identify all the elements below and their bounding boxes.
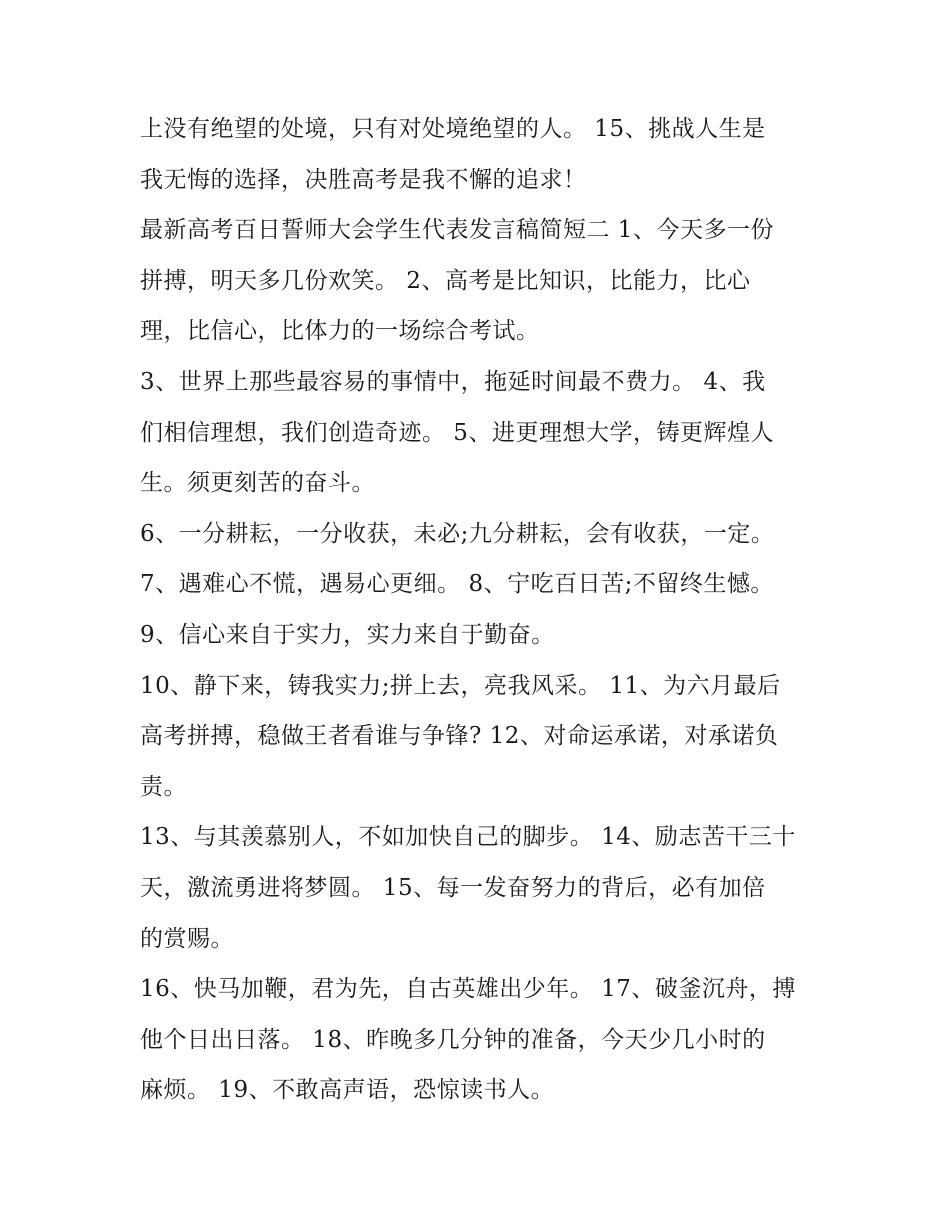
text-line: 高考拼搏，稳做王者看谁与争锋? 12、对命运承诺，对承诺负 bbox=[140, 723, 779, 750]
paragraph bbox=[140, 357, 820, 509]
text-line: 16、快马加鞭，君为先，自古英雄出少年。 17、破釜沉舟，搏 bbox=[140, 976, 796, 1003]
text-line: 我无悔的选择，决胜高考是我不懈的追求！ bbox=[140, 166, 587, 193]
paragraph bbox=[140, 559, 820, 610]
text-line: 他个日出日落。 18、昨晚多几分钟的准备，今天少几小时的 bbox=[140, 1026, 766, 1053]
text-line: 最新高考百日誓师大会学生代表发言稿简短二 1、今天多一份 bbox=[140, 217, 774, 244]
text-line: 7、遇难心不慌，遇易心更细。 8、宁吃百日苦;不留终生憾。 bbox=[140, 571, 774, 598]
text-line: 3、世界上那些最容易的事情中，拖延时间最不费力。 4、我 bbox=[140, 368, 766, 395]
paragraph bbox=[140, 104, 820, 205]
text-line: 们相信理想，我们创造奇迹。 5、进更理想大学，铸更辉煌人 bbox=[140, 419, 774, 446]
paragraph bbox=[140, 661, 820, 813]
paragraph bbox=[140, 509, 820, 560]
text-line: 天，激流勇进将梦圆。 15、每一发奋努力的背后，必有加倍 bbox=[140, 874, 766, 901]
paragraph bbox=[140, 610, 820, 661]
text-line: 上没有绝望的处境，只有对处境绝望的人。 15、挑战人生是 bbox=[140, 116, 766, 142]
paragraph bbox=[140, 964, 820, 1116]
text-line: 13、与其羡慕别人，不如加快自己的脚步。 14、励志苦干三十 bbox=[140, 824, 796, 851]
document-body bbox=[140, 104, 820, 1116]
text-line: 的赏赐。 bbox=[140, 925, 234, 952]
text-line: 理，比信心，比体力的一场综合考试。 bbox=[140, 318, 540, 345]
paragraph bbox=[140, 812, 820, 964]
text-line: 拼搏，明天多几份欢笑。 2、高考是比知识，比能力，比心 bbox=[140, 267, 751, 294]
text-line: 10、静下来，铸我实力;拼上去，亮我风采。 11、为六月最后 bbox=[140, 672, 781, 699]
text-line: 9、信心来自于实力，实力来自于勤奋。 bbox=[140, 621, 555, 648]
text-line: 责。 bbox=[140, 773, 187, 800]
text-line: 6、一分耕耘，一分收获，未必;九分耕耘，会有收获，一定。 bbox=[140, 520, 775, 547]
paragraph bbox=[140, 205, 820, 357]
text-line: 生。须更刻苦的奋斗。 bbox=[140, 470, 375, 497]
text-line: 麻烦。 19、不敢高声语，恐惊读书人。 bbox=[140, 1077, 555, 1104]
